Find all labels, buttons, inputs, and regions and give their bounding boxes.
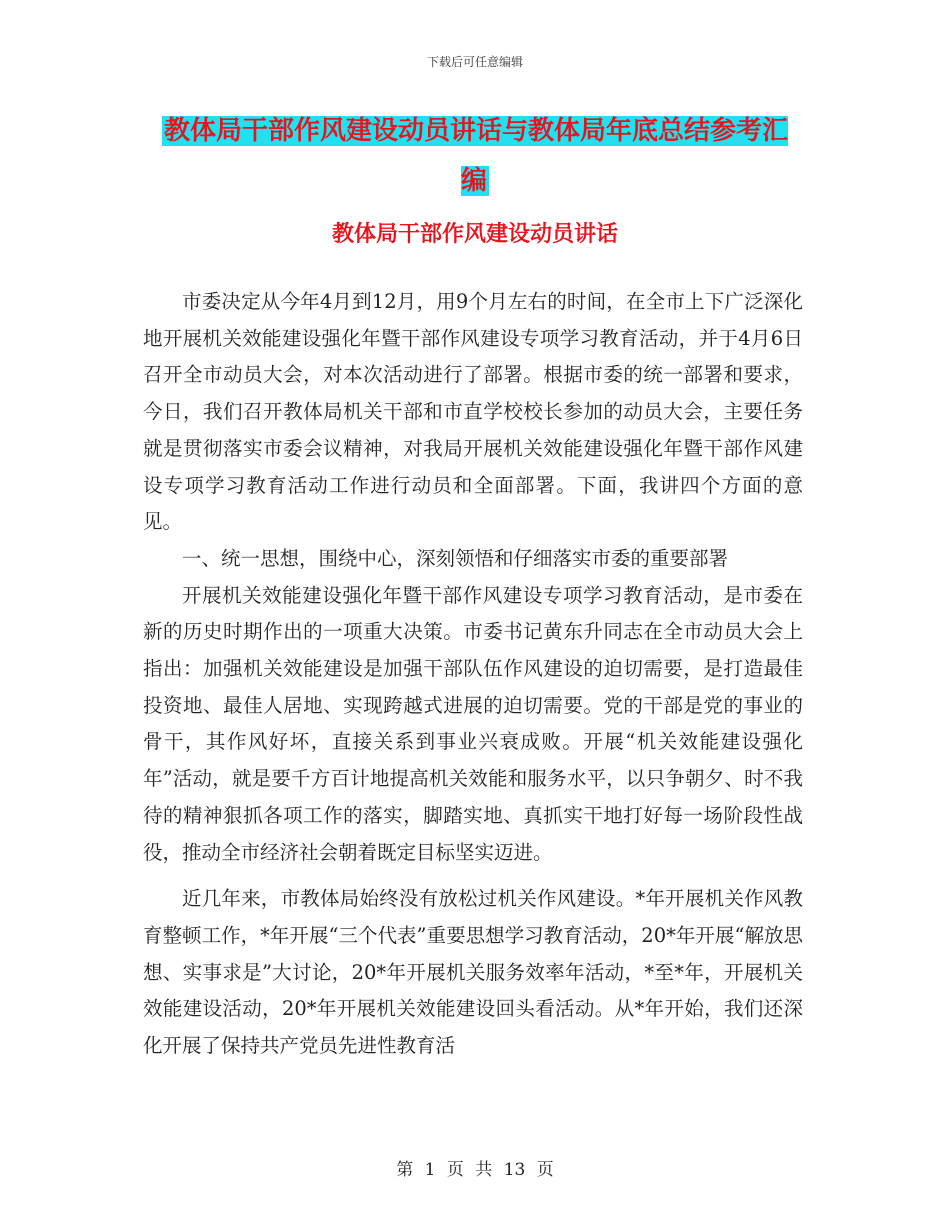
paragraph-heading: 一、统一思想，围绕中心，深刻领悟和仔细落实市委的重要部署 [182, 546, 729, 570]
page-number-footer: 第 1 页 共 13 页 [396, 1160, 554, 1180]
document-body [143, 284, 803, 1065]
paragraph: 开展机关效能建设强化年暨干部作风建设专项学习教育活动，是市委在新的历史时期作出的一项重大决策。市委书记黄东升同志在全市动员大会上指出：加强机关效能建设是加强干部队伍作风建设的迫切需要，是打造最佳投资地、最佳人居地、实现跨越式进展的迫切需要。党的干部是党的事业的骨干，其作风好坏，直接关系到事业兴衰成败。开展“机关效能建设强化年”活动，就是要千方百计地提高机关效能和服务水平，以只争朝夕、时不我待的精神狠抓各项工作的落实，脚踏实地、真抓实干地打好每一场阶段性战役，推动全市经济社会朝着既定目标坚实迈进。 [143, 583, 803, 864]
paragraph: 近几年来，市教体局始终没有放松过机关作风建设。*年开展机关作风教育整顿工作，*年开展“三个代表”重要思想学习教育活动，20*年开展“解放思想、实事求是”大讨论，20*年开展机关服务效率年活动，*至*年，开展机关效能建设活动，20*年开展机关效能建设回头看活动。从*年开始，我们还深化开展了保持共产党员先进性教育活 [143, 887, 803, 1058]
page-header-note: 下载后可任意编辑 [426, 55, 523, 69]
document-title-highlight: 教体局干部作风建设动员讲话与教体局年底总结参考汇编 [163, 116, 788, 196]
section-title: 教体局干部作风建设动员讲话 [331, 222, 618, 247]
document-title [150, 106, 800, 206]
paragraph: 市委决定从今年4月到12月，用9个月左右的时间，在全市上下广泛深化地开展机关效能建设强化年暨干部作风建设专项学习教育活动，并于4月6日召开全市动员大会，对本次活动进行了部署。根据市委的统一部署和要求，今日，我们召开教体局机关干部和市直学校校长参加的动员大会，主要任务就是贯彻落实市委会议精神，对我局开展机关效能建设强化年暨干部作风建设专项学习教育活动工作进行动员和全面部署。下面，我讲四个方面的意见。 [143, 290, 803, 534]
